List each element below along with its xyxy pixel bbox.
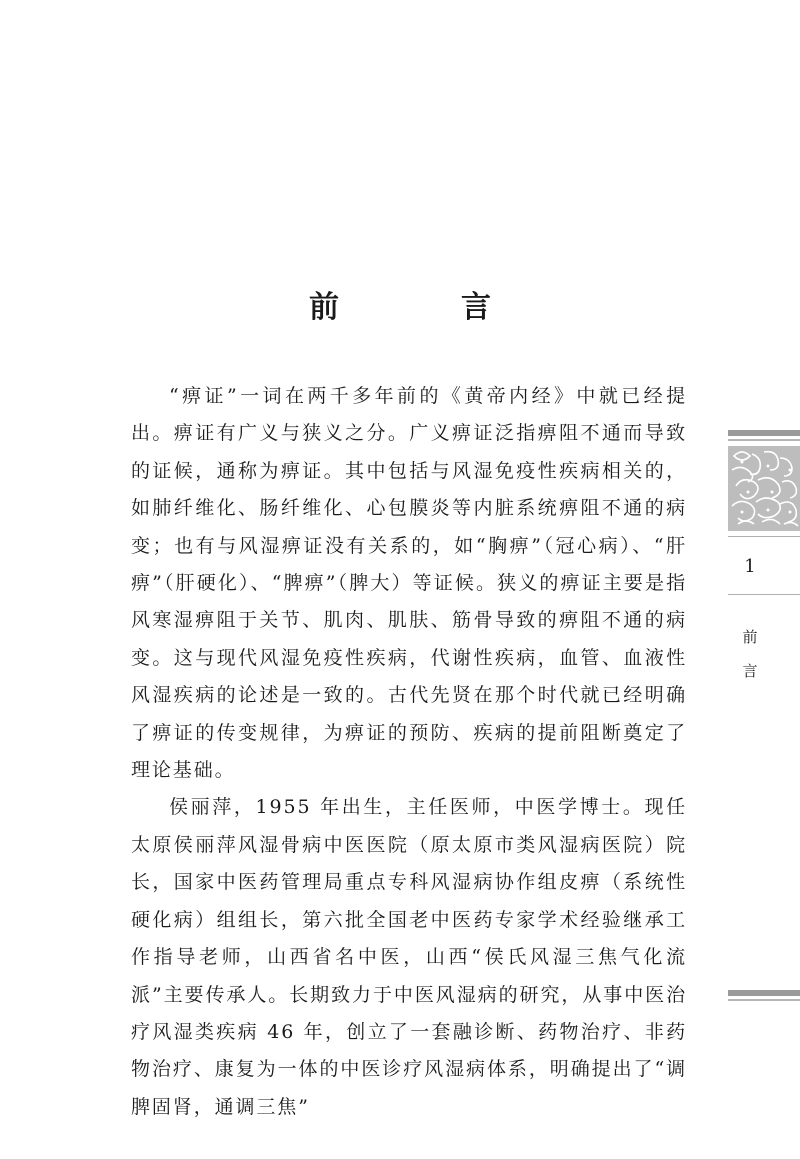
cloud-pattern-icon	[728, 446, 800, 531]
side-band	[728, 990, 800, 996]
section-label	[728, 620, 772, 688]
side-band	[728, 430, 800, 436]
section-label-char: 言	[742, 662, 758, 680]
page-title: 前 言	[309, 290, 537, 325]
body-text	[131, 378, 687, 1126]
section-label-char: 前	[742, 628, 758, 646]
decorative-pattern	[728, 446, 800, 531]
side-divider	[728, 594, 800, 595]
paragraph: “痹证”一词在两千多年前的《黄帝内经》中就已经提出。痹证有广义与狭义之分。广义痹证泛指痹阻不通而导致的证候，通称为痹证。其中包括与风湿免疫性疾病相关的，如肺纤维化、肠纤维化、心包膜炎等内脏系统痹阻不通的病变；也有与风湿痹证没有关系的，如“胸痹”（冠心病）、“肝痹”（肝硬化）、“脾痹”（脾大）等证候。狭义的痹证主要是指风寒湿痹阻于关节、肌肉、肌肤、筋骨导致的痹阻不通的病变。这与现代风湿免疫性疾病，代谢性疾病，血管、血液性风湿疾病的论述是一致的。古代先贤在那个时代就已经明确了痹证的传变规律，为痹证的预防、疾病的提前阻断奠定了理论基础。	[131, 385, 687, 782]
side-band	[728, 439, 800, 441]
page-number: 1	[744, 556, 756, 577]
paragraph: 侯丽萍，1955 年出生，主任医师，中医学博士。现任太原侯丽萍风湿骨病中医医院（原太原市类风湿病医院）院长，国家中医药管理局重点专科风湿病协作组皮痹（系统性硬化病）组组长，第六批全国老中医药专家学术经验继承工作指导老师，山西省名中医，山西“侯氏风湿三焦气化流派”主要传承人。长期致力于中医风湿病的研究，从事中医治疗风湿类疾病 46 年，创立了一套融诊断、药物治疗、非药物治疗、康复为一体的中医诊疗风湿病体系，明确提出了“调脾固肾，通调三焦”	[131, 796, 687, 1118]
side-divider	[728, 536, 800, 537]
side-band	[728, 999, 800, 1001]
